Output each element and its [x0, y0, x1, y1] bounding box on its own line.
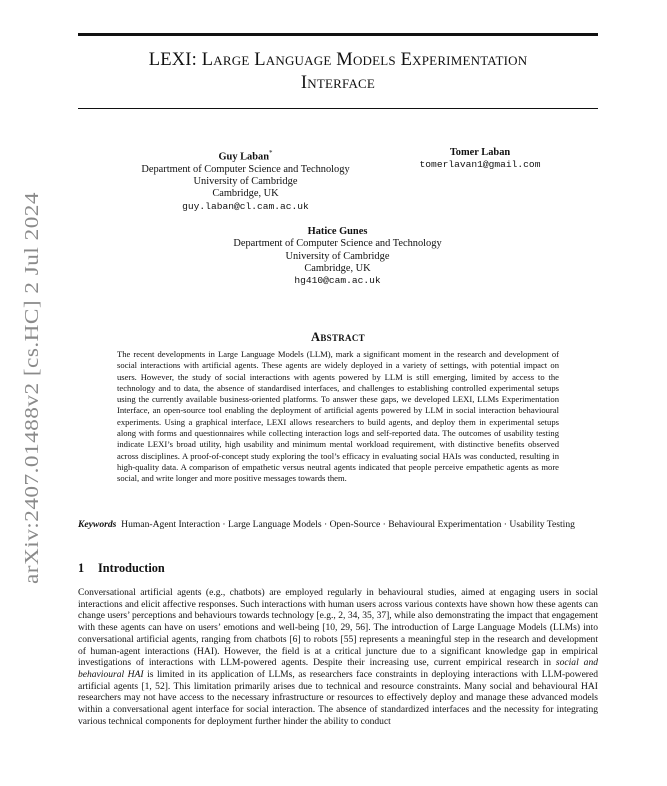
section-number: 1 [78, 561, 85, 575]
author-name: Guy Laban [218, 151, 270, 163]
author-location: Cambridge, UK [304, 262, 371, 274]
section-heading [78, 561, 165, 576]
keywords-label: Keywords [78, 519, 117, 530]
author-department: Department of Computer Science and Technology [233, 238, 442, 250]
abstract-heading: Abstract [311, 330, 365, 344]
author-location: Cambridge, UK [212, 188, 279, 200]
title-prefix: LEXI: [148, 50, 202, 70]
abstract-text: The recent developments in Large Language Models (LLM), mark a significant moment in the research and development of social interactions with artificial agents. These agents are widely deployed in a variety of settings, with potential impact on users. However, the study of social interactions with agents powered by LLM is still emerging, limited by access to the technology and to data, the absence of standardised interfaces, and challenges to establishing controlled experimental setups using the currently available business-oriented platforms. To answer these gaps, we developed LEXI, LLMs Experimentation Interface, an open-source tool enabling the deployment of artificial agents powered by LLM in social interaction behavioural experiments. Using a graphical interface, LEXI allows researchers to build agents, and deploy them in experimental setups along with forms and questionnaires while collecting interaction logs and self-reported data. The outcomes of usability testing indicate LEXI’s broad utility, high usability and minimum mental workload requirement, with distinctive benefits observed across disciplines. A proof-of-concept study exploring the tool’s efficacy in evaluating social HAIs was conducted, resulting in high-quality data. A comparison of empathetic versus neutral agents indicated that people perceive empathetic agents as more social, and write longer and more positive messages towards them. [117, 349, 559, 484]
author-block-guy-laban [118, 147, 373, 213]
title-bottom-rule [78, 108, 598, 109]
author-email: tomerlavan1@gmail.com [419, 159, 541, 171]
arxiv-id-svg [12, 190, 48, 584]
title-top-rule [78, 33, 598, 36]
intro-text-italic: social and behavioural HAI [78, 657, 598, 680]
intro-text-part2: is limited in its application of LLMs, as researchers face constraints in deploying interactions with LLM-powered artificial agents [1, 52]. This limitation primarily arises due to technical and resource constraints. Many social and behavioural HAI researchers may not have access to the necessary infrastructure or resources to effectively deploy and manage these advanced models within a conversational agent interface for social interaction. The absence of standardized interfaces and the necessity for integrating various technical components for deployment further hinder the ability to conduct [78, 668, 598, 727]
introduction-paragraph [78, 587, 598, 727]
author-name: Tomer Laban [449, 147, 511, 158]
author-footnote-mark: * [269, 149, 273, 157]
keywords-list: Human-Agent Interaction · Large Language Models · Open-Source · Behavioural Experimentation · Usability Testing [121, 519, 575, 530]
author-block-hatice-gunes [200, 226, 475, 287]
paper-title [78, 49, 598, 95]
author-university: University of Cambridge [285, 250, 390, 262]
intro-text-part1: Conversational artificial agents (e.g., chatbots) are employed regularly in behavioural studies, aimed at engaging users in social interactions and elicit affective responses. Such interactions with human users across various contexts have shown how these agents can change users’ perceptions and behaviours towards technology [e.g., 2, 34, 35, 37], while also demonstrating the impact that engagement with these agents can have on users’ emotions and well-being [10, 29, 56]. The introduction of Large Language Models (LLMs) into conversational artificial agents, ranging from chatbots [6] to robots [55] represents a meaningful step in the research and development of human-agent interactions (HAI). However, the field is at a critical juncture due to a significant knowledge gap in empirical investigations of interactions with LLM-powered agents. Despite their increasing use, current empirical research in [78, 587, 598, 669]
author-department: Department of Computer Science and Technology [141, 163, 350, 175]
author-block-tomer-laban [400, 147, 560, 172]
author-email: hg410@cam.ac.uk [294, 275, 381, 287]
section-title: Introduction [98, 561, 165, 575]
keywords [78, 519, 598, 532]
title-line1: Large Language Models Experimentation [201, 50, 528, 70]
author-name: Hatice Gunes [307, 226, 368, 237]
author-email: guy.laban@cl.cam.ac.uk [182, 200, 309, 212]
arxiv-id: arXiv:2407.01488v2 [cs.HC] 2 Jul 2024 [22, 255, 43, 584]
author-university: University of Cambridge [193, 176, 298, 188]
title-line2: Interface [300, 73, 376, 93]
arxiv-sidebar-stamp [12, 190, 48, 584]
